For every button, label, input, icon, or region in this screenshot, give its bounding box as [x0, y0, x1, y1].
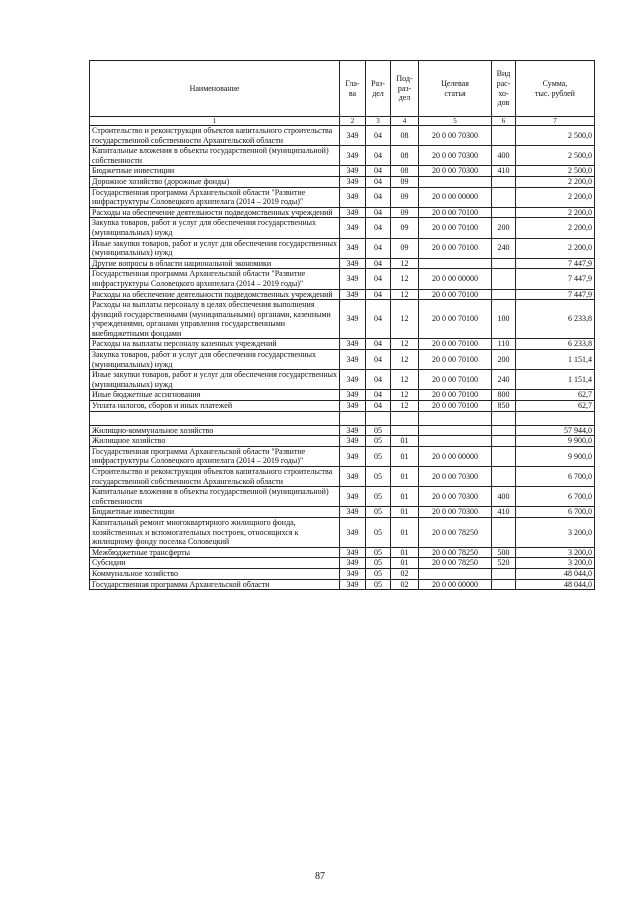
row-name: Иные закупки товаров, работ и услуг для обеспечения государственных (муниципальных) нужд	[90, 370, 340, 390]
table-row	[90, 126, 595, 146]
row-name: Закупка товаров, работ и услуг для обеспечения государственных (муниципальных) нужд	[90, 350, 340, 370]
row-chapter: 349	[340, 269, 366, 289]
row-name: Другие вопросы в области национальной экономики	[90, 258, 340, 269]
row-subsection: 01	[391, 487, 419, 507]
row-amount: 2 500,0	[516, 146, 595, 166]
row-chapter: 349	[340, 517, 366, 547]
row-name: Жилищное хозяйство	[90, 436, 340, 447]
table-row	[90, 146, 595, 166]
row-target-item: 20 0 00 00000	[419, 269, 492, 289]
table-row	[90, 547, 595, 558]
row-target-item: 20 0 00 70300	[419, 126, 492, 146]
table-row	[90, 207, 595, 218]
row-name: Уплата налогов, сборов и иных платежей	[90, 401, 340, 412]
row-expense-type: 400	[492, 146, 516, 166]
row-amount: 3 200,0	[516, 558, 595, 569]
row-chapter: 349	[340, 350, 366, 370]
spacer-row	[90, 411, 595, 425]
row-expense-type	[492, 258, 516, 269]
row-name: Капитальные вложения в объекты государственной (муниципальной) собственности	[90, 487, 340, 507]
row-subsection: 01	[391, 446, 419, 466]
header-expense-type: Вид рас- хо- дов	[492, 61, 516, 117]
row-target-item: 20 0 00 70300	[419, 146, 492, 166]
row-target-item	[419, 568, 492, 579]
row-target-item: 20 0 00 00000	[419, 579, 492, 590]
row-expense-type	[492, 446, 516, 466]
header-section: Раз- дел	[366, 61, 391, 117]
table-row	[90, 425, 595, 436]
row-amount: 2 500,0	[516, 166, 595, 177]
table-row	[90, 339, 595, 350]
empty-cell	[419, 411, 492, 425]
row-name: Государственная программа Архангельской области "Развитие инфраструктуры Соловецкого архипелага (2014 – 2019 годы)"	[90, 269, 340, 289]
table-row	[90, 436, 595, 447]
column-number: 4	[391, 117, 419, 126]
row-chapter: 349	[340, 487, 366, 507]
row-chapter: 349	[340, 176, 366, 187]
row-target-item: 20 0 00 70100	[419, 350, 492, 370]
row-section: 04	[366, 166, 391, 177]
column-number: 6	[492, 117, 516, 126]
row-chapter: 349	[340, 467, 366, 487]
row-amount: 2 500,0	[516, 126, 595, 146]
row-section: 04	[366, 350, 391, 370]
row-target-item: 20 0 00 70100	[419, 300, 492, 339]
row-amount: 6 233,8	[516, 300, 595, 339]
row-name: Жилищно-коммунальное хозяйство	[90, 425, 340, 436]
page-number: 87	[315, 871, 325, 882]
row-chapter: 349	[340, 401, 366, 412]
row-subsection: 02	[391, 568, 419, 579]
row-subsection: 12	[391, 258, 419, 269]
row-name: Строительство и реконструкция объектов капитального строительства государственной собственности Архангельской области	[90, 467, 340, 487]
row-target-item: 20 0 00 00000	[419, 446, 492, 466]
row-subsection: 12	[391, 350, 419, 370]
row-expense-type: 240	[492, 370, 516, 390]
row-amount: 3 200,0	[516, 517, 595, 547]
row-subsection: 09	[391, 207, 419, 218]
header-name: Наименование	[90, 61, 340, 117]
row-chapter: 349	[340, 370, 366, 390]
empty-cell	[492, 411, 516, 425]
row-chapter: 349	[340, 579, 366, 590]
row-chapter: 349	[340, 436, 366, 447]
table-row	[90, 289, 595, 300]
row-amount: 6 233,8	[516, 339, 595, 350]
table-row	[90, 176, 595, 187]
row-expense-type: 400	[492, 487, 516, 507]
row-expense-type: 240	[492, 238, 516, 258]
row-chapter: 349	[340, 339, 366, 350]
table-row	[90, 300, 595, 339]
header-subsection: Под- раз- дел	[391, 61, 419, 117]
row-expense-type: 200	[492, 350, 516, 370]
row-amount: 2 200,0	[516, 176, 595, 187]
row-expense-type: 110	[492, 339, 516, 350]
row-subsection: 01	[391, 547, 419, 558]
table-row	[90, 187, 595, 207]
row-subsection: 01	[391, 558, 419, 569]
table-row	[90, 467, 595, 487]
row-target-item	[419, 176, 492, 187]
row-subsection: 01	[391, 467, 419, 487]
row-expense-type: 410	[492, 507, 516, 518]
row-expense-type: 800	[492, 390, 516, 401]
row-amount: 1 151,4	[516, 350, 595, 370]
row-chapter: 349	[340, 187, 366, 207]
row-subsection: 12	[391, 269, 419, 289]
row-target-item: 20 0 00 70300	[419, 467, 492, 487]
row-target-item: 20 0 00 70100	[419, 238, 492, 258]
row-expense-type	[492, 187, 516, 207]
row-section: 05	[366, 547, 391, 558]
row-section: 05	[366, 507, 391, 518]
row-amount: 6 700,0	[516, 507, 595, 518]
row-section: 04	[366, 146, 391, 166]
table-row	[90, 558, 595, 569]
table-row	[90, 579, 595, 590]
table-row	[90, 218, 595, 238]
row-expense-type	[492, 425, 516, 436]
row-subsection: 09	[391, 238, 419, 258]
row-name: Расходы на выплаты персоналу в целях обеспечения выполнения функций государственными (муниципальными) органами, казенными учреждениями, органами управления государственными внебюджетными фондами	[90, 300, 340, 339]
row-subsection: 09	[391, 176, 419, 187]
row-section: 05	[366, 487, 391, 507]
row-target-item	[419, 258, 492, 269]
row-amount: 7 447,9	[516, 269, 595, 289]
row-name: Расходы на обеспечение деятельности подведомственных учреждений	[90, 289, 340, 300]
table-row	[90, 446, 595, 466]
row-section: 04	[366, 401, 391, 412]
row-name: Расходы на обеспечение деятельности подведомственных учреждений	[90, 207, 340, 218]
column-number: 5	[419, 117, 492, 126]
row-section: 04	[366, 176, 391, 187]
row-chapter: 349	[340, 126, 366, 146]
row-amount: 2 200,0	[516, 187, 595, 207]
row-section: 04	[366, 218, 391, 238]
row-amount: 9 900,0	[516, 446, 595, 466]
row-expense-type	[492, 436, 516, 447]
table-row	[90, 507, 595, 518]
row-amount: 2 200,0	[516, 207, 595, 218]
empty-cell	[90, 411, 340, 425]
row-section: 05	[366, 446, 391, 466]
row-amount: 2 200,0	[516, 218, 595, 238]
row-chapter: 349	[340, 425, 366, 436]
row-subsection: 12	[391, 289, 419, 300]
row-section: 04	[366, 207, 391, 218]
row-subsection: 01	[391, 517, 419, 547]
row-subsection: 08	[391, 146, 419, 166]
row-section: 04	[366, 238, 391, 258]
row-target-item: 20 0 00 78250	[419, 558, 492, 569]
row-expense-type: 100	[492, 300, 516, 339]
row-section: 04	[366, 269, 391, 289]
row-target-item: 20 0 00 70100	[419, 401, 492, 412]
row-expense-type	[492, 289, 516, 300]
row-chapter: 349	[340, 218, 366, 238]
row-target-item: 20 0 00 70300	[419, 166, 492, 177]
row-section: 04	[366, 370, 391, 390]
row-name: Иные бюджетные ассигнования	[90, 390, 340, 401]
row-section: 04	[366, 187, 391, 207]
row-subsection: 02	[391, 579, 419, 590]
row-chapter: 349	[340, 558, 366, 569]
empty-cell	[391, 411, 419, 425]
row-subsection: 08	[391, 166, 419, 177]
empty-cell	[516, 411, 595, 425]
column-number: 1	[90, 117, 340, 126]
table-row	[90, 166, 595, 177]
table-row	[90, 258, 595, 269]
row-expense-type: 850	[492, 401, 516, 412]
row-section: 04	[366, 300, 391, 339]
row-name: Бюджетные инвестиции	[90, 166, 340, 177]
row-amount: 7 447,9	[516, 289, 595, 300]
row-target-item	[419, 436, 492, 447]
row-section: 04	[366, 258, 391, 269]
row-section: 04	[366, 126, 391, 146]
row-amount: 62,7	[516, 401, 595, 412]
row-section: 05	[366, 436, 391, 447]
row-amount: 6 700,0	[516, 467, 595, 487]
row-expense-type	[492, 517, 516, 547]
row-name: Коммунальное хозяйство	[90, 568, 340, 579]
row-section: 05	[366, 517, 391, 547]
row-chapter: 349	[340, 258, 366, 269]
column-number-row	[90, 117, 595, 126]
row-name: Расходы на выплаты персоналу казенных учреждений	[90, 339, 340, 350]
row-target-item	[419, 425, 492, 436]
row-subsection: 09	[391, 187, 419, 207]
column-number: 7	[516, 117, 595, 126]
row-subsection: 12	[391, 401, 419, 412]
table-row	[90, 269, 595, 289]
row-subsection: 01	[391, 507, 419, 518]
budget-table	[89, 60, 595, 590]
row-target-item: 20 0 00 70100	[419, 289, 492, 300]
row-target-item: 20 0 00 70100	[419, 390, 492, 401]
empty-cell	[340, 411, 366, 425]
row-amount: 6 700,0	[516, 487, 595, 507]
row-chapter: 349	[340, 146, 366, 166]
row-amount: 48 044,0	[516, 568, 595, 579]
table-row	[90, 370, 595, 390]
table-row	[90, 568, 595, 579]
row-subsection	[391, 425, 419, 436]
row-subsection: 12	[391, 390, 419, 401]
table-row	[90, 350, 595, 370]
row-name: Бюджетные инвестиции	[90, 507, 340, 518]
row-chapter: 349	[340, 207, 366, 218]
row-name: Государственная программа Архангельской области "Развитие инфраструктуры Соловецкого архипелага (2014 – 2019 годы)"	[90, 446, 340, 466]
table-row	[90, 517, 595, 547]
row-subsection: 12	[391, 370, 419, 390]
row-section: 05	[366, 467, 391, 487]
row-subsection: 01	[391, 436, 419, 447]
row-name: Межбюджетные трансферты	[90, 547, 340, 558]
row-amount: 7 447,9	[516, 258, 595, 269]
column-number: 3	[366, 117, 391, 126]
row-amount: 2 200,0	[516, 238, 595, 258]
row-expense-type: 200	[492, 218, 516, 238]
row-name: Иные закупки товаров, работ и услуг для обеспечения государственных (муниципальных) нужд	[90, 238, 340, 258]
row-section: 05	[366, 558, 391, 569]
row-target-item: 20 0 00 70300	[419, 487, 492, 507]
row-expense-type: 520	[492, 558, 516, 569]
row-expense-type	[492, 467, 516, 487]
column-number: 2	[340, 117, 366, 126]
row-target-item: 20 0 00 00000	[419, 187, 492, 207]
row-amount: 62,7	[516, 390, 595, 401]
empty-cell	[366, 411, 391, 425]
table-row	[90, 238, 595, 258]
row-subsection: 09	[391, 218, 419, 238]
header-amount: Сумма, тыс. рублей	[516, 61, 595, 117]
row-chapter: 349	[340, 238, 366, 258]
row-name: Капитальные вложения в объекты государственной (муниципальной) собственности	[90, 146, 340, 166]
row-amount: 3 200,0	[516, 547, 595, 558]
table-row	[90, 390, 595, 401]
row-chapter: 349	[340, 547, 366, 558]
row-expense-type	[492, 269, 516, 289]
row-name: Субсидии	[90, 558, 340, 569]
row-subsection: 12	[391, 300, 419, 339]
row-chapter: 349	[340, 390, 366, 401]
row-name: Строительство и реконструкция объектов капитального строительства государственной собственности Архангельской области	[90, 126, 340, 146]
header-target-item: Целевая статья	[419, 61, 492, 117]
row-section: 05	[366, 425, 391, 436]
row-amount: 1 151,4	[516, 370, 595, 390]
row-name: Государственная программа Архангельской области "Развитие инфраструктуры Соловецкого архипелага (2014 – 2019 годы)"	[90, 187, 340, 207]
row-chapter: 349	[340, 446, 366, 466]
row-subsection: 08	[391, 126, 419, 146]
table-row	[90, 401, 595, 412]
row-amount: 48 044,0	[516, 579, 595, 590]
row-expense-type	[492, 126, 516, 146]
row-expense-type	[492, 568, 516, 579]
row-name: Государственная программа Архангельской области	[90, 579, 340, 590]
row-expense-type	[492, 579, 516, 590]
row-expense-type: 410	[492, 166, 516, 177]
row-subsection: 12	[391, 339, 419, 350]
row-target-item: 20 0 00 70100	[419, 218, 492, 238]
row-chapter: 349	[340, 289, 366, 300]
row-target-item: 20 0 00 78250	[419, 517, 492, 547]
row-section: 05	[366, 568, 391, 579]
row-name: Закупка товаров, работ и услуг для обеспечения государственных (муниципальных) нужд	[90, 218, 340, 238]
row-chapter: 349	[340, 568, 366, 579]
row-section: 04	[366, 390, 391, 401]
row-section: 04	[366, 289, 391, 300]
row-target-item: 20 0 00 70100	[419, 370, 492, 390]
row-expense-type	[492, 176, 516, 187]
table-header-row	[90, 61, 595, 117]
row-name: Дорожное хозяйство (дорожные фонды)	[90, 176, 340, 187]
table-body	[90, 126, 595, 590]
row-amount: 9 900,0	[516, 436, 595, 447]
row-name: Капитальный ремонт многоквартирного жилищного фонда, хозяйственных и вспомогательных построек, относящихся к жилищному фонду поселка Соловецкий	[90, 517, 340, 547]
row-target-item: 20 0 00 70100	[419, 207, 492, 218]
row-target-item: 20 0 00 78250	[419, 547, 492, 558]
row-chapter: 349	[340, 507, 366, 518]
row-chapter: 349	[340, 166, 366, 177]
row-expense-type: 500	[492, 547, 516, 558]
header-chapter: Гла- ва	[340, 61, 366, 117]
row-expense-type	[492, 207, 516, 218]
table-row	[90, 487, 595, 507]
row-section: 05	[366, 579, 391, 590]
row-section: 04	[366, 339, 391, 350]
row-target-item: 20 0 00 70300	[419, 507, 492, 518]
row-amount: 57 944,0	[516, 425, 595, 436]
row-target-item: 20 0 00 70100	[419, 339, 492, 350]
row-chapter: 349	[340, 300, 366, 339]
